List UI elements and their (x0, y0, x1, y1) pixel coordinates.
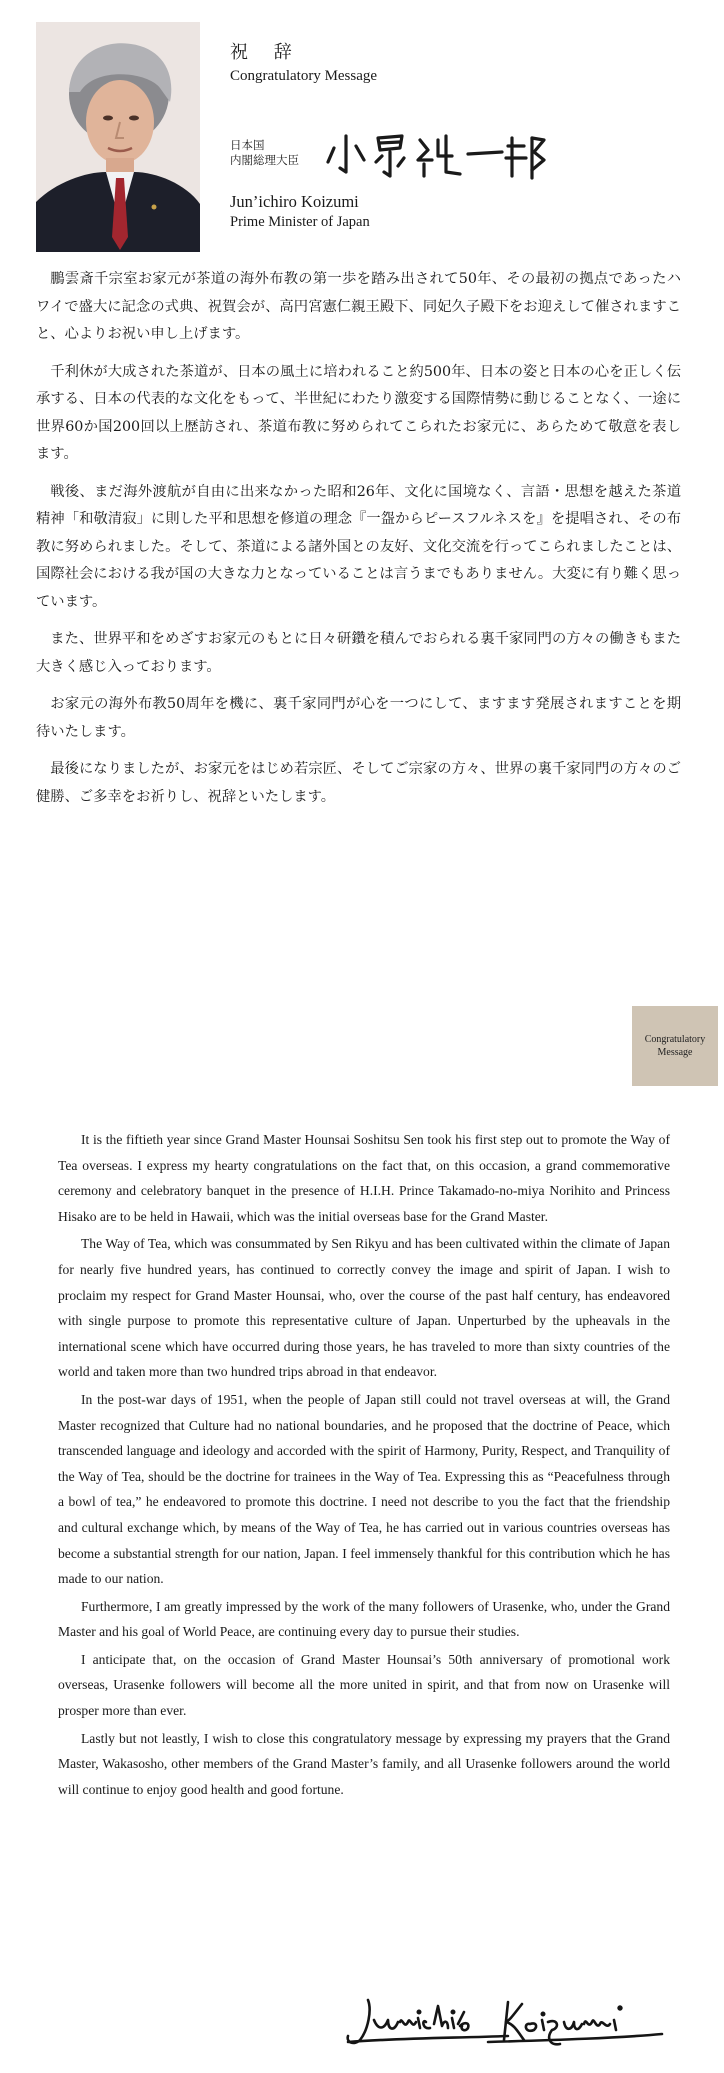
title-japanese: 祝 辞 (230, 42, 302, 63)
portrait-photo (36, 22, 200, 252)
jp-paragraph: 千利休が大成された茶道が、日本の風土に培われること約500年、日本の姿と日本の心を正しく伝承する、日本の代表的な文化をもって、半世紀にわたり激変する国際情勢に動じることなく、一途に世界60か国200回以上歴訪され、茶道布教に努められてこられたお家元に、あらためて敬意を表します。 (36, 363, 681, 462)
office-title (230, 138, 299, 168)
english-message (58, 1127, 670, 1804)
jp-paragraph: お家元の海外布教50周年を機に、裏千家同門が心を一つにして、ますます発展されますことを期待いたします。 (36, 696, 681, 740)
jp-paragraph: 戦後、まだ海外渡航が自由に出来なかった昭和26年、文化に国境なく、言語・思想を越えた茶道精神「和敬清寂」に則した平和思想を修道の理念『一盌からピースフルネスを』を提唱され、その布教に努められました。そして、茶道による諸外国との友好、文化交流を行ってこられましたことは、国際社会における我が国の大きな力となっていることは言うまでもありません。大変に有り難く思っています。 (36, 483, 681, 610)
title-english: Congratulatory Message (230, 68, 378, 84)
en-paragraph: It is the fiftieth year since Grand Master Hounsai Soshitsu Sen took his first step out to promote the Way of Tea overseas. I express my hearty congratulations on the fact that, on this occasion, a grand commemorative ceremony and celebratory banquet in the presence of H.I.H. Prince Takamado-no-miya Norihito and Princess Hisako are to be held in Hawaii, which was the initial overseas base for the Grand Master. (58, 1132, 670, 1224)
signatory-name: Jun’ichiro Koizumi (230, 192, 359, 211)
badge-line-1: Congratulatory (644, 1034, 706, 1045)
office-line-1: 日本国 (230, 138, 265, 152)
en-paragraph: Lastly but not leastly, I wish to close this congratulatory message by expressing my prayers that the Grand Master, Wakasosho, other members of the Grand Master’s family, and all Urasenke followers around the world will continue to enjoy good health and good fortune. (58, 1730, 670, 1797)
japanese-message (36, 266, 681, 821)
english-signature-icon (338, 1990, 668, 2050)
en-paragraph: In the post-war days of 1951, when the people of Japan still could not travel overseas at will, the Grand Master recognized that Culture had no national boundaries, and he proposed that the doctrine of Peace, which transcended language and ideology and accorded with the spirit of Harmony, Purity, Respect, and Tranquility of the Way of Tea, should be the doctrine for trainees in the Way of Tea. Expressing this as “Peacefulness through a bowl of tea,” he endeavored to promote this doctrine. I need not describe to you the fact that the friendship and cultural exchange which, by means of the Way of Tea, he has carried out in various countries overseas has become a substantial strength for our nation, Japan. I feel immensely thankful for this contribution which he has made to our nation. (58, 1391, 670, 1587)
signatory-role: Prime Minister of Japan (230, 214, 370, 230)
jp-paragraph: 鵬雲斎千宗室お家元が茶道の海外布教の第一歩を踏み出されて50年、その最初の拠点であったハワイで盛大に記念の式典、祝賀会が、高円宮憲仁親王殿下、同妃久子殿下をお迎えして催されますこと、心よりお祝い申し上げます。 (36, 271, 681, 342)
en-paragraph: The Way of Tea, which was consummated by Sen Rikyu and has been cultivated within the climate of Japan for nearly five hundred years, has continued to correctly convey the image and spirit of Japan. I wish to proclaim my respect for Grand Master Hounsai, who, over the course of the past half century, has endeavored with single purpose to promote this representative culture of Japan. Unperturbed by the upheavals in the international scene which have occurred during those years, he has traveled to more than sixty countries of the world and taken more than two hundred trips abroad in that endeavor. (58, 1236, 670, 1380)
section-badge (632, 1006, 718, 1086)
en-paragraph: Furthermore, I am greatly impressed by the work of the many followers of Urasenke, who, under the Grand Master and his goal of World Peace, are continuing every day to pursue their studies. (58, 1598, 670, 1640)
japanese-signature-icon (320, 126, 550, 184)
office-line-2: 内閣総理大臣 (230, 153, 299, 167)
jp-paragraph: 最後になりましたが、お家元をはじめ若宗匠、そしてご宗家の方々、世界の裏千家同門の方々のご健勝、ご多幸をお祈りし、祝辞といたします。 (36, 761, 681, 805)
jp-paragraph: また、世界平和をめざすお家元のもとに日々研鑽を積んでおられる裏千家同門の方々の働きもまた大きく感じ入っております。 (36, 631, 681, 675)
badge-line-2: Message (657, 1047, 693, 1058)
en-paragraph: I anticipate that, on the occasion of Grand Master Hounsai’s 50th anniversary of promotional work overseas, Urasenke followers will become all the more united in spirit, and that from now on Urasenke will prosper more than ever. (58, 1651, 670, 1719)
portrait-icon (36, 22, 200, 252)
